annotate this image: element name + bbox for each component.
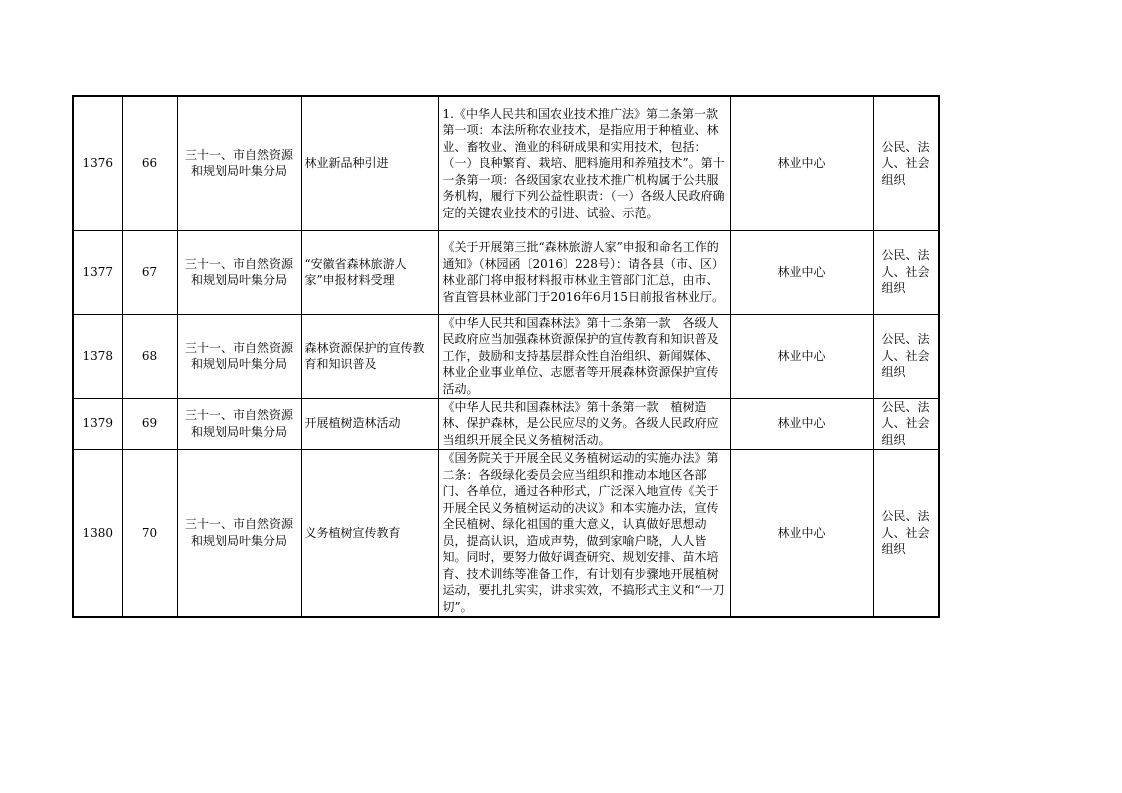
service-subject-cell: 公民、法人、社会组织 [873,96,939,230]
item-name-cell: “安徽省森林旅游人家”申报材料受理 [301,230,438,314]
table-row [73,449,939,617]
service-subject-cell: 公民、法人、社会组织 [873,314,939,398]
legal-basis-cell: 《中华人民共和国森林法》第十二条第一款 各级人民政府应当加强森林资源保护的宣传教育和知识普及工作，鼓励和支持基层群众性自治组织、新闻媒体、林业企业事业单位、志愿者等开展森林资源保护宣传活动。 [438,314,730,398]
responsible-unit-cell: 林业中心 [730,314,873,398]
legal-basis-cell: 《国务院关于开展全民义务植树运动的实施办法》第二条：各级绿化委员会应当组织和推动本地区各部门、各单位，通过各种形式，广泛深入地宣传《关于开展全民义务植树运动的决议》和本实施办法，宣传全民植树、绿化祖国的重大意义，认真做好思想动员，提高认识，造成声势，做到家喻户晓，人人皆知。同时，要努力做好调查研究、规划安排、苗木培育、技术训练等准备工作，有计划有步骤地开展植树运动，要扎扎实实，讲求实效，不搞形式主义和“一刀切”。 [438,449,730,617]
legal-basis-cell: 《关于开展第三批“森林旅游人家”申报和命名工作的通知》（林园函〔2016〕228号）：请各县（市、区）林业部门将申报材料报市林业主管部门汇总，由市、省直管县林业部门于2016年6月15日前报省林业厅。 [438,230,730,314]
table-row [73,398,939,449]
sub-sequence-cell: 66 [122,96,177,230]
item-name-cell: 义务植树宣传教育 [301,449,438,617]
responsible-unit-cell: 林业中心 [730,398,873,449]
item-name-cell: 森林资源保护的宣传教育和知识普及 [301,314,438,398]
department-cell: 三十一、市自然资源和规划局叶集分局 [177,398,301,449]
legal-basis-cell: 1.《中华人民共和国农业技术推广法》第二条第一款第一项：本法所称农业技术，是指应用于种植业、林业、畜牧业、渔业的科研成果和实用技术，包括：（一）良种繁育、栽培、肥料施用和养殖技术”。第十一条第一项：各级国家农业技术推广机构属于公共服务机构，履行下列公益性职责：（一）各级人民政府确定的关键农业技术的引进、试验、示范。 [438,96,730,230]
service-subject-cell: 公民、法人、社会组织 [873,398,939,449]
responsible-unit-cell: 林业中心 [730,449,873,617]
table-row [73,230,939,314]
sub-sequence-cell: 67 [122,230,177,314]
department-cell: 三十一、市自然资源和规划局叶集分局 [177,96,301,230]
sequence-number-cell: 1379 [73,398,122,449]
sub-sequence-cell: 70 [122,449,177,617]
service-subject-cell: 公民、法人、社会组织 [873,230,939,314]
service-items-table [72,95,940,618]
sequence-number-cell: 1376 [73,96,122,230]
service-subject-cell: 公民、法人、社会组织 [873,449,939,617]
department-cell: 三十一、市自然资源和规划局叶集分局 [177,449,301,617]
sequence-number-cell: 1380 [73,449,122,617]
department-cell: 三十一、市自然资源和规划局叶集分局 [177,230,301,314]
sub-sequence-cell: 69 [122,398,177,449]
table-row [73,96,939,230]
responsible-unit-cell: 林业中心 [730,96,873,230]
item-name-cell: 林业新品种引进 [301,96,438,230]
sequence-number-cell: 1377 [73,230,122,314]
sequence-number-cell: 1378 [73,314,122,398]
sub-sequence-cell: 68 [122,314,177,398]
table-row [73,314,939,398]
item-name-cell: 开展植树造林活动 [301,398,438,449]
responsible-unit-cell: 林业中心 [730,230,873,314]
legal-basis-cell: 《中华人民共和国森林法》第十条第一款 植树造林、保护森林，是公民应尽的义务。各级人民政府应当组织开展全民义务植树活动。 [438,398,730,449]
department-cell: 三十一、市自然资源和规划局叶集分局 [177,314,301,398]
